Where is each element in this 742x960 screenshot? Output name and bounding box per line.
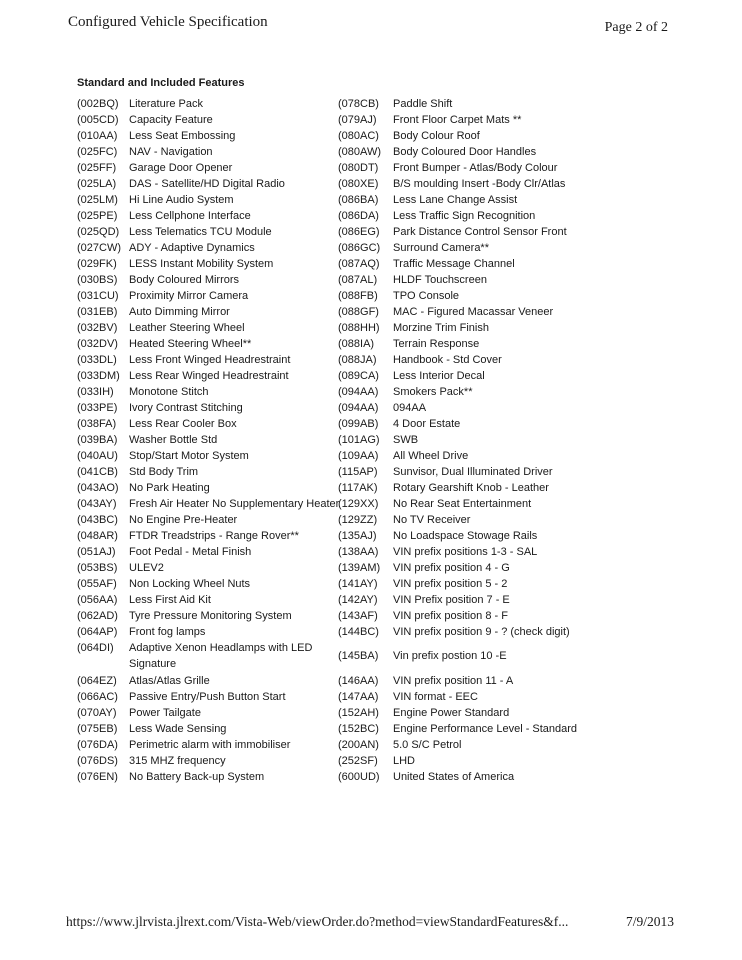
feature-code: (025FC)	[77, 146, 118, 158]
feature-code: (080DT)	[338, 162, 379, 174]
feature-description: Auto Dimming Mirror	[129, 306, 230, 318]
feature-code: (135AJ)	[338, 530, 377, 542]
feature-row	[77, 432, 357, 448]
feature-row	[77, 304, 357, 320]
feature-row	[338, 416, 608, 432]
print-footer	[66, 914, 674, 930]
feature-description: SWB	[393, 434, 419, 446]
feature-description: Body Coloured Mirrors	[129, 274, 240, 286]
feature-code: (064AP)	[77, 626, 118, 638]
feature-row	[77, 721, 357, 737]
feature-row	[77, 368, 357, 384]
feature-row	[338, 384, 608, 400]
feature-row	[338, 576, 608, 592]
feature-row	[77, 753, 357, 769]
feature-row	[77, 208, 357, 224]
feature-code: (094AA)	[338, 402, 379, 414]
feature-description: 5.0 S/C Petrol	[393, 739, 462, 751]
feature-description: FTDR Treadstrips - Range Rover**	[129, 530, 299, 542]
feature-description: Less Traffic Sign Recognition	[393, 210, 536, 222]
feature-code: (064DI)	[77, 642, 114, 654]
feature-description: Less Seat Embossing	[129, 130, 236, 142]
feature-row	[338, 624, 608, 640]
feature-code: (088IA)	[338, 338, 375, 350]
feature-row	[338, 560, 608, 576]
features-right-column	[338, 96, 608, 785]
feature-row	[338, 512, 608, 528]
feature-row	[338, 128, 608, 144]
feature-row	[77, 256, 357, 272]
feature-row	[77, 320, 357, 336]
feature-row	[77, 624, 357, 640]
feature-description: Morzine Trim Finish	[393, 322, 489, 334]
feature-row	[77, 160, 357, 176]
feature-description: Rotary Gearshift Knob - Leather	[393, 482, 549, 494]
feature-code: (038FA)	[77, 418, 117, 430]
feature-row	[77, 448, 357, 464]
feature-description: Fresh Air Heater No Supplementary Heater	[129, 498, 340, 510]
feature-description: Passive Entry/Push Button Start	[129, 691, 286, 703]
feature-description: Paddle Shift	[393, 98, 453, 110]
feature-row	[77, 608, 357, 624]
feature-row	[77, 128, 357, 144]
feature-row	[77, 96, 357, 112]
feature-code: (080XE)	[338, 178, 379, 190]
feature-description: Less Cellphone Interface	[129, 210, 251, 222]
feature-code: (032DV)	[77, 338, 118, 350]
feature-code: (129XX)	[338, 498, 379, 510]
feature-code: (115AP)	[338, 466, 378, 478]
feature-description: United States of America	[393, 771, 515, 783]
feature-row	[338, 608, 608, 624]
feature-row	[338, 496, 608, 512]
feature-description: Body Coloured Door Handles	[393, 146, 537, 158]
feature-row	[338, 464, 608, 480]
feature-code: (139AM)	[338, 562, 381, 574]
feature-code: (033DM)	[77, 370, 120, 382]
feature-description: Less Lane Change Assist	[393, 194, 518, 206]
feature-code: (086GC)	[338, 242, 381, 254]
feature-code: (142AY)	[338, 594, 378, 606]
feature-description: VIN prefix positions 1-3 - SAL	[393, 546, 538, 558]
feature-row	[338, 753, 608, 769]
feature-description: MAC - Figured Macassar Veneer	[393, 306, 554, 318]
feature-code: (200AN)	[338, 739, 379, 751]
feature-description: NAV - Navigation	[129, 146, 213, 158]
page-number: Page 2 of 2	[604, 20, 668, 35]
feature-row	[77, 224, 357, 240]
feature-row	[77, 144, 357, 160]
feature-code: (043AO)	[77, 482, 119, 494]
feature-row	[338, 336, 608, 352]
feature-code: (010AA)	[77, 130, 118, 142]
feature-row	[77, 737, 357, 753]
feature-description: No Rear Seat Entertainment	[393, 498, 532, 510]
feature-code: (030BS)	[77, 274, 118, 286]
feature-row	[77, 640, 357, 673]
feature-row	[77, 544, 357, 560]
feature-code: (039BA)	[77, 434, 118, 446]
feature-code: (109AA)	[338, 450, 379, 462]
feature-code: (076EN)	[77, 771, 118, 783]
feature-description: Front Bumper - Atlas/Body Colour	[393, 162, 558, 174]
feature-code: (051AJ)	[77, 546, 116, 558]
feature-code: (143AF)	[338, 610, 378, 622]
feature-code: (080AW)	[338, 146, 381, 158]
feature-description: Proximity Mirror Camera	[129, 290, 249, 302]
feature-description: Ivory Contrast Stitching	[129, 402, 243, 414]
feature-code: (005CD)	[77, 114, 119, 126]
feature-code: (025LM)	[77, 194, 118, 206]
feature-code: (076DS)	[77, 755, 118, 767]
feature-description: Less Front Winged Headrestraint	[129, 354, 291, 366]
feature-description: HLDF Touchscreen	[393, 274, 487, 286]
feature-row	[338, 737, 608, 753]
feature-row	[77, 560, 357, 576]
feature-row	[338, 208, 608, 224]
feature-row	[338, 721, 608, 737]
feature-code: (056AA)	[77, 594, 118, 606]
feature-code: (088FB)	[338, 290, 378, 302]
feature-description: Adaptive Xenon Headlamps with LED Signature	[129, 642, 313, 671]
feature-row	[77, 336, 357, 352]
feature-code: (147AA)	[338, 691, 379, 703]
feature-code: (152AH)	[338, 707, 379, 719]
feature-code: (088JA)	[338, 354, 377, 366]
feature-code: (078CB)	[338, 98, 379, 110]
feature-description: Smokers Pack**	[393, 386, 473, 398]
feature-description: No Park Heating	[129, 482, 210, 494]
feature-code: (040AU)	[77, 450, 118, 462]
feature-code: (041CB)	[77, 466, 118, 478]
feature-code: (031EB)	[77, 306, 118, 318]
feature-code: (094AA)	[338, 386, 379, 398]
feature-description: Tyre Pressure Monitoring System	[129, 610, 292, 622]
feature-description: B/S moulding Insert -Body Clr/Atlas	[393, 178, 566, 190]
feature-code: (079AJ)	[338, 114, 377, 126]
feature-code: (088GF)	[338, 306, 379, 318]
feature-code: (087AQ)	[338, 258, 380, 270]
feature-row	[338, 673, 608, 689]
feature-description: Stop/Start Motor System	[129, 450, 249, 462]
feature-description: All Wheel Drive	[393, 450, 469, 462]
feature-description: Front fog lamps	[129, 626, 206, 638]
feature-description: Front Floor Carpet Mats **	[393, 114, 522, 126]
feature-row	[77, 592, 357, 608]
feature-code: (075EB)	[77, 723, 118, 735]
feature-description: No TV Receiver	[393, 514, 471, 526]
feature-row	[338, 192, 608, 208]
feature-row	[77, 272, 357, 288]
feature-code: (086DA)	[338, 210, 379, 222]
feature-code: (076DA)	[77, 739, 118, 751]
feature-row	[77, 496, 357, 512]
feature-row	[338, 400, 608, 416]
feature-description: Monotone Stitch	[129, 386, 209, 398]
feature-row	[338, 368, 608, 384]
feature-row	[77, 464, 357, 480]
feature-description: Power Tailgate	[129, 707, 201, 719]
feature-code: (146AA)	[338, 675, 379, 687]
feature-description: Less Rear Cooler Box	[129, 418, 237, 430]
feature-code: (141AY)	[338, 578, 378, 590]
feature-code: (086BA)	[338, 194, 379, 206]
feature-code: (033PE)	[77, 402, 118, 414]
feature-row	[338, 144, 608, 160]
feature-row	[77, 673, 357, 689]
feature-description: Hi Line Audio System	[129, 194, 234, 206]
feature-description: VIN prefix position 4 - G	[393, 562, 510, 574]
feature-row	[77, 352, 357, 368]
feature-code: (025PE)	[77, 210, 118, 222]
feature-row	[338, 304, 608, 320]
feature-description: Vin prefix postion 10 -E	[393, 650, 507, 663]
feature-code: (066AC)	[77, 691, 118, 703]
feature-code: (031CU)	[77, 290, 119, 302]
feature-code: (033IH)	[77, 386, 114, 398]
feature-code: (080AC)	[338, 130, 379, 142]
feature-row	[77, 512, 357, 528]
feature-code: (252SF)	[338, 755, 378, 767]
feature-code: (033DL)	[77, 354, 117, 366]
feature-code: (032BV)	[77, 322, 118, 334]
feature-description: Non Locking Wheel Nuts	[129, 578, 251, 590]
feature-description: VIN prefix position 8 - F	[393, 610, 508, 622]
feature-description: Perimetric alarm with immobiliser	[129, 739, 291, 751]
feature-code: (062AD)	[77, 610, 118, 622]
feature-code: (025FF)	[77, 162, 117, 174]
feature-description: Park Distance Control Sensor Front	[393, 226, 567, 238]
feature-code: (144BC)	[338, 626, 379, 638]
feature-row	[338, 432, 608, 448]
feature-description: Less First Aid Kit	[129, 594, 211, 606]
feature-description: Less Wade Sensing	[129, 723, 227, 735]
feature-description: Terrain Response	[393, 338, 480, 350]
feature-code: (070AY)	[77, 707, 117, 719]
feature-description: VIN prefix position 5 - 2	[393, 578, 508, 590]
document-title: Configured Vehicle Specification	[68, 14, 268, 30]
feature-code: (002BQ)	[77, 98, 119, 110]
footer-date: 7/9/2013	[625, 914, 674, 929]
feature-row	[77, 705, 357, 721]
feature-row	[77, 689, 357, 705]
feature-row	[338, 112, 608, 128]
feature-code: (099AB)	[338, 418, 379, 430]
feature-description: Leather Steering Wheel	[129, 322, 245, 334]
feature-row	[338, 705, 608, 721]
feature-description: Less Rear Winged Headrestraint	[129, 370, 289, 382]
feature-description: 315 MHZ frequency	[129, 755, 226, 767]
feature-description: ADY - Adaptive Dynamics	[129, 242, 255, 254]
feature-description: Literature Pack	[129, 98, 203, 110]
feature-code: (087AL)	[338, 274, 378, 286]
feature-description: TPO Console	[393, 290, 460, 302]
feature-description: LHD	[393, 755, 416, 767]
feature-description: 4 Door Estate	[393, 418, 461, 430]
feature-code: (117AK)	[338, 482, 378, 494]
feature-description: ULEV2	[129, 562, 164, 574]
feature-description: Capacity Feature	[129, 114, 213, 126]
feature-row	[338, 240, 608, 256]
feature-description: Std Body Trim	[129, 466, 199, 478]
feature-description: Heated Steering Wheel**	[129, 338, 252, 350]
feature-description: VIN format - EEC	[393, 691, 478, 703]
feature-code: (129ZZ)	[338, 514, 378, 526]
feature-description: No Engine Pre-Heater	[129, 514, 238, 526]
feature-row	[338, 320, 608, 336]
feature-description: Washer Bottle Std	[129, 434, 218, 446]
feature-row	[338, 272, 608, 288]
feature-description: DAS - Satellite/HD Digital Radio	[129, 178, 285, 190]
feature-row	[338, 256, 608, 272]
section-heading: Standard and Included Features	[77, 77, 245, 89]
feature-row	[338, 640, 608, 673]
feature-row	[77, 400, 357, 416]
feature-description: Body Colour Roof	[393, 130, 480, 142]
feature-row	[77, 192, 357, 208]
feature-description: Surround Camera**	[393, 242, 489, 254]
feature-description: Engine Performance Level - Standard	[393, 723, 578, 735]
feature-code: (101AG)	[338, 434, 380, 446]
features-left-column	[77, 96, 357, 785]
feature-description: Foot Pedal - Metal Finish	[129, 546, 252, 558]
feature-description: Less Interior Decal	[393, 370, 485, 382]
feature-row	[338, 480, 608, 496]
feature-description: No Loadspace Stowage Rails	[393, 530, 538, 542]
feature-row	[77, 769, 357, 785]
feature-row	[338, 288, 608, 304]
feature-code: (064EZ)	[77, 675, 117, 687]
feature-code: (053BS)	[77, 562, 118, 574]
feature-description: Engine Power Standard	[393, 707, 510, 719]
feature-description: VIN prefix position 9 - ? (check digit)	[393, 626, 570, 638]
feature-row	[338, 528, 608, 544]
feature-code: (145BA)	[338, 650, 379, 663]
feature-code: (089CA)	[338, 370, 379, 382]
feature-code: (025QD)	[77, 226, 120, 238]
feature-code: (138AA)	[338, 546, 379, 558]
feature-description: 094AA	[393, 402, 427, 414]
feature-row	[338, 544, 608, 560]
feature-row	[77, 480, 357, 496]
feature-code: (152BC)	[338, 723, 379, 735]
feature-description: VIN Prefix position 7 - E	[393, 594, 510, 606]
feature-code: (043BC)	[77, 514, 118, 526]
feature-code: (055AF)	[77, 578, 117, 590]
feature-row	[77, 288, 357, 304]
feature-description: Less Telematics TCU Module	[129, 226, 272, 238]
feature-row	[338, 592, 608, 608]
feature-row	[338, 769, 608, 785]
footer-url: https://www.jlrvista.jlrext.com/Vista-Web/viewOrder.do?method=viewStandardFeatures&f...	[66, 914, 569, 929]
feature-description: Handbook - Std Cover	[393, 354, 502, 366]
feature-row	[338, 176, 608, 192]
feature-code: (048AR)	[77, 530, 118, 542]
feature-row	[338, 689, 608, 705]
feature-code: (600UD)	[338, 771, 380, 783]
feature-row	[338, 96, 608, 112]
feature-code: (025LA)	[77, 178, 117, 190]
feature-row	[77, 176, 357, 192]
feature-description: Traffic Message Channel	[393, 258, 515, 270]
feature-row	[338, 224, 608, 240]
feature-code: (027CW)	[77, 242, 122, 254]
feature-description: No Battery Back-up System	[129, 771, 265, 783]
feature-description: Sunvisor, Dual Illuminated Driver	[393, 466, 553, 478]
feature-description: VIN prefix position 11 - A	[393, 675, 514, 687]
feature-code: (088HH)	[338, 322, 380, 334]
feature-row	[77, 576, 357, 592]
feature-description: LESS Instant Mobility System	[129, 258, 274, 270]
feature-code: (043AY)	[77, 498, 117, 510]
feature-row	[338, 160, 608, 176]
feature-row	[338, 352, 608, 368]
feature-row	[77, 112, 357, 128]
feature-code: (086EG)	[338, 226, 380, 238]
feature-description: Garage Door Opener	[129, 162, 233, 174]
feature-row	[77, 528, 357, 544]
feature-row	[77, 240, 357, 256]
feature-code: (029FK)	[77, 258, 117, 270]
feature-row	[77, 384, 357, 400]
feature-description: Atlas/Atlas Grille	[129, 675, 210, 687]
feature-row	[77, 416, 357, 432]
feature-row	[338, 448, 608, 464]
